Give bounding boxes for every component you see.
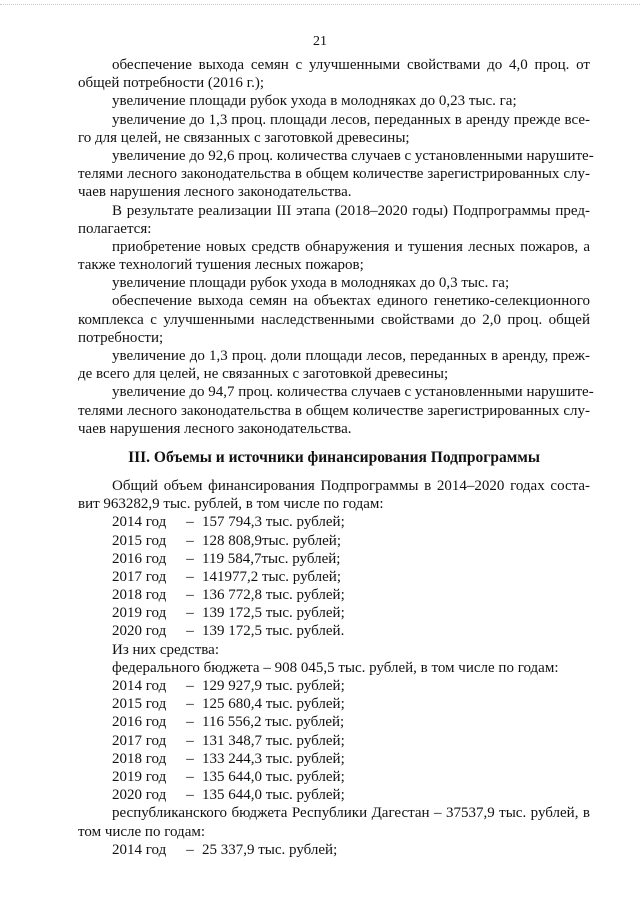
page-number: 21: [313, 34, 327, 49]
year-amount: 135 644,0 тыс. рублей;: [202, 768, 345, 785]
text-line: также технологий тушения лесных пожаров;: [78, 257, 364, 274]
funding-year-row: [78, 713, 590, 731]
dash: –: [186, 623, 194, 640]
year-amount: 119 584,7тыс. рублей;: [202, 550, 341, 567]
funding-year-row: [78, 677, 590, 695]
funding-year-row: [78, 586, 590, 604]
year-amount: 128 808,9тыс. рублей;: [202, 532, 341, 549]
text-line: увеличение площади рубок ухода в молодняках до 0,23 тыс. га;: [112, 93, 517, 110]
year-label: 2019 год: [112, 768, 167, 785]
text-line: увеличение площади рубок ухода в молодняках до 0,3 тыс. га;: [112, 275, 510, 292]
year-label: 2014 год: [112, 514, 167, 531]
dash: –: [186, 787, 194, 804]
text-line: потребности;: [78, 329, 164, 346]
dash: –: [186, 605, 194, 622]
text-line: телями лесного законодательства в общем количестве зарегистрированных слу-: [78, 402, 590, 419]
year-amount: 125 680,4 тыс. рублей;: [202, 696, 345, 713]
funding-year-row: [78, 622, 590, 640]
year-label: 2016 год: [112, 714, 167, 731]
text-line: приобретение новых средств обнаружения и тушения лесных пожаров, а: [112, 238, 590, 255]
text-line: обеспечение выхода семян с улучшенными свойствами до 4,0 проц. от: [112, 57, 590, 73]
dash: –: [186, 678, 194, 694]
funding-year-row: [78, 750, 590, 768]
dash: –: [186, 714, 194, 731]
dash: –: [186, 514, 194, 531]
year-amount: 157 794,3 тыс. рублей;: [202, 514, 345, 531]
year-label: 2020 год: [112, 623, 167, 640]
year-label: 2017 год: [112, 568, 167, 585]
dash: –: [186, 732, 194, 749]
dash: –: [186, 750, 194, 767]
section-heading: III. Объемы и источники финансирования Подпрограммы: [128, 448, 540, 466]
year-amount: 129 927,9 тыс. рублей;: [202, 678, 345, 694]
year-amount: 139 172,5 тыс. рублей;: [202, 605, 345, 622]
dash: –: [186, 550, 194, 567]
text-line: полагается:: [78, 220, 152, 237]
text-line: увеличение до 92,6 проц. количества случаев с установленными нарушите-: [112, 147, 594, 164]
year-amount: 131 348,7 тыс. рублей;: [202, 732, 345, 749]
year-amount: 141977,2 тыс. рублей;: [202, 568, 341, 585]
year-label: 2020 год: [112, 787, 167, 804]
year-label: 2019 год: [112, 605, 167, 622]
text-line: Общий объем финансирования Подпрограммы в 2014–2020 годах соста-: [112, 477, 590, 494]
text-line: Из них средства:: [112, 641, 219, 658]
year-label: 2014 год: [112, 841, 167, 858]
year-amount: 135 644,0 тыс. рублей;: [202, 787, 345, 804]
dash: –: [186, 768, 194, 785]
text-line: чаев нарушения лесного законодательства.: [78, 184, 352, 201]
dash: –: [186, 696, 194, 713]
funding-year-row: [78, 841, 590, 859]
funding-year-row: [78, 550, 590, 568]
text-line: вит 963282,9 тыс. рублей, в том числе по годам:: [78, 496, 384, 513]
dash: –: [186, 841, 194, 858]
text-line: увеличение до 1,3 проц. доли площади лесов, переданных в аренду, преж-: [112, 348, 590, 364]
year-amount: 139 172,5 тыс. рублей.: [202, 623, 345, 640]
funding-year-row: [78, 604, 590, 622]
text-line: В результате реализации III этапа (2018–2020 годы) Подпрограммы пред-: [112, 202, 590, 219]
text-line: том числе по годам:: [78, 823, 206, 840]
funding-year-row: [78, 695, 590, 713]
funding-year-row: [78, 568, 590, 586]
year-label: 2017 год: [112, 732, 167, 749]
year-label: 2016 год: [112, 550, 167, 567]
text-line: чаев нарушения лесного законодательства.: [78, 420, 352, 437]
year-label: 2014 год: [112, 678, 167, 694]
funding-year-row: [78, 732, 590, 750]
year-label: 2015 год: [112, 696, 167, 713]
text-line: комплекса с улучшенными наследственными свойствами до 2,0 проц. общей: [78, 311, 590, 328]
year-amount: 133 244,3 тыс. рублей;: [202, 750, 345, 767]
funding-year-row: [78, 768, 590, 786]
year-label: 2015 год: [112, 532, 167, 549]
text-line: общей потребности (2016 г.);: [78, 75, 264, 92]
dash: –: [186, 587, 194, 604]
text-line: телями лесного законодательства в общем количестве зарегистрированных слу-: [78, 166, 590, 183]
funding-year-row: [78, 532, 590, 550]
text-line: обеспечение выхода семян на объектах единого генетико-селекционного: [112, 293, 590, 310]
funding-year-row: [78, 786, 590, 804]
year-amount: 116 556,2 тыс. рублей;: [202, 714, 345, 731]
page-body: [78, 56, 594, 859]
text-line: республиканского бюджета Республики Дагестан – 37537,9 тыс. рублей, в: [112, 805, 590, 822]
year-amount: 25 337,9 тыс. рублей;: [202, 841, 338, 858]
text-line: го для целей, не связанных с заготовкой древесины;: [78, 129, 410, 146]
year-amount: 136 772,8 тыс. рублей;: [202, 587, 345, 604]
funding-year-row: [78, 513, 590, 531]
text-line: увеличение до 94,7 проц. количества случаев с установленными нарушите-: [112, 384, 594, 401]
dash: –: [186, 568, 194, 585]
year-label: 2018 год: [112, 587, 167, 604]
year-label: 2018 год: [112, 750, 167, 767]
text-line: де всего для целей, не связанных с заготовкой древесины;: [78, 366, 449, 383]
text-line: увеличение до 1,3 проц. площади лесов, переданных в аренду прежде все-: [112, 111, 590, 128]
text-line: федерального бюджета – 908 045,5 тыс. рублей, в том числе по годам:: [112, 659, 559, 676]
scan-edge-dots: [0, 4, 640, 7]
dash: –: [186, 532, 194, 549]
